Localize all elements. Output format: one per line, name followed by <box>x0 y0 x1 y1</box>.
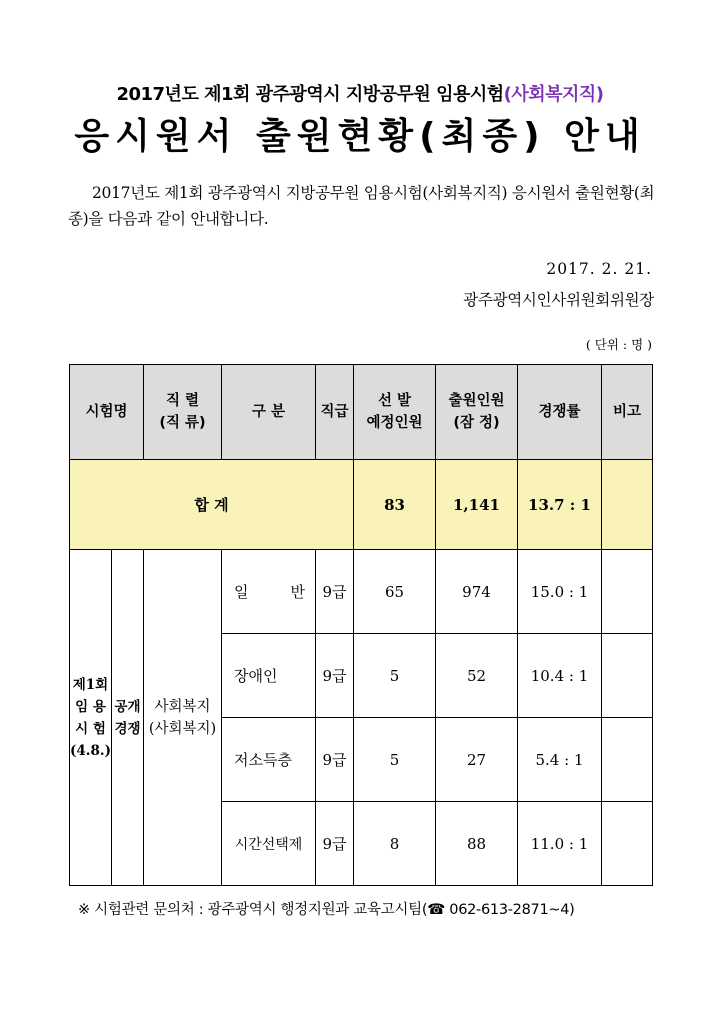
header-applicants-line1: 출원인원 <box>448 393 505 409</box>
contact-note: ※ 시험관련 문의처 : 광주광역시 행정지원과 교육고시팀(☎ 062-613-2871~4) <box>78 902 575 918</box>
header-applicants-line2: (잠 정) <box>453 415 500 431</box>
ratio-cell: 15.0 : 1 <box>518 550 602 634</box>
unit-note: ( 단위 : 명 ) <box>585 337 652 352</box>
applicants-cell: 88 <box>436 802 518 886</box>
total-applicants: 1,141 <box>436 460 518 550</box>
header-applicants <box>436 365 518 460</box>
header-remarks: 비고 <box>602 365 653 460</box>
exam-name-line: 시 험 <box>75 720 106 737</box>
exam-type-line: 공개 <box>114 698 141 715</box>
category-cell: 시간선택제 <box>222 802 316 886</box>
table-row <box>70 550 653 634</box>
planned-cell: 5 <box>354 634 436 718</box>
announcement-date: 2017. 2. 21. <box>546 260 652 278</box>
exam-type-line: 경쟁 <box>114 720 141 737</box>
category-cell: 저소득층 <box>222 718 316 802</box>
total-row <box>70 460 653 550</box>
document-subtitle <box>0 80 720 106</box>
planned-cell: 8 <box>354 802 436 886</box>
remarks-cell <box>602 802 653 886</box>
header-planned <box>354 365 436 460</box>
total-planned: 83 <box>354 460 436 550</box>
exam-type-cell <box>112 550 144 886</box>
grade-cell: 9급 <box>316 802 354 886</box>
table-header-row <box>70 365 653 460</box>
job-series-line: 사회복지 <box>154 698 211 715</box>
header-category: 구 분 <box>222 365 316 460</box>
exam-name-line: 제1회 <box>72 676 109 693</box>
exam-name-cell <box>70 550 112 886</box>
remarks-cell <box>602 550 653 634</box>
header-planned-line1: 선 발 <box>377 393 412 409</box>
total-remarks <box>602 460 653 550</box>
ratio-cell: 10.4 : 1 <box>518 634 602 718</box>
job-series-cell <box>144 550 222 886</box>
exam-name-line: (4.8.) <box>70 742 111 759</box>
header-job-series-line2: (직 류) <box>159 415 206 431</box>
intro-paragraph: 2017년도 제1회 광주광역시 지방공무원 임용시험(사회복지직) 응시원서 출원현황(최종)을 다음과 같이 안내합니다. <box>68 184 655 228</box>
category-cell: 일 반 <box>222 550 316 634</box>
remarks-cell <box>602 718 653 802</box>
header-job-series <box>144 365 222 460</box>
job-series-line: (사회복지) <box>148 720 217 737</box>
planned-cell: 65 <box>354 550 436 634</box>
category-cell: 장애인 <box>222 634 316 718</box>
subtitle-highlight: (사회복지직) <box>503 84 604 105</box>
header-exam-name: 시험명 <box>70 365 144 460</box>
ratio-cell: 5.4 : 1 <box>518 718 602 802</box>
planned-cell: 5 <box>354 718 436 802</box>
grade-cell: 9급 <box>316 550 354 634</box>
header-job-series-line1: 직 렬 <box>165 393 200 409</box>
header-grade: 직급 <box>316 365 354 460</box>
remarks-cell <box>602 634 653 718</box>
applicants-cell: 974 <box>436 550 518 634</box>
grade-cell: 9급 <box>316 718 354 802</box>
subtitle-prefix: 2017년도 제1회 광주광역시 지방공무원 임용시험 <box>116 84 504 105</box>
header-planned-line2: 예정인원 <box>366 415 423 431</box>
total-ratio: 13.7 : 1 <box>518 460 602 550</box>
exam-name-line: 임 용 <box>75 698 106 715</box>
document-title: 응시원서 출원현황(최종) 안내 <box>74 116 646 157</box>
header-ratio: 경쟁률 <box>518 365 602 460</box>
issuer-name: 광주광역시인사위원회위원장 <box>463 291 654 309</box>
grade-cell: 9급 <box>316 634 354 718</box>
total-label: 합 계 <box>70 460 354 550</box>
applicants-cell: 52 <box>436 634 518 718</box>
ratio-cell: 11.0 : 1 <box>518 802 602 886</box>
applicants-cell: 27 <box>436 718 518 802</box>
applicant-status-table <box>69 364 653 886</box>
